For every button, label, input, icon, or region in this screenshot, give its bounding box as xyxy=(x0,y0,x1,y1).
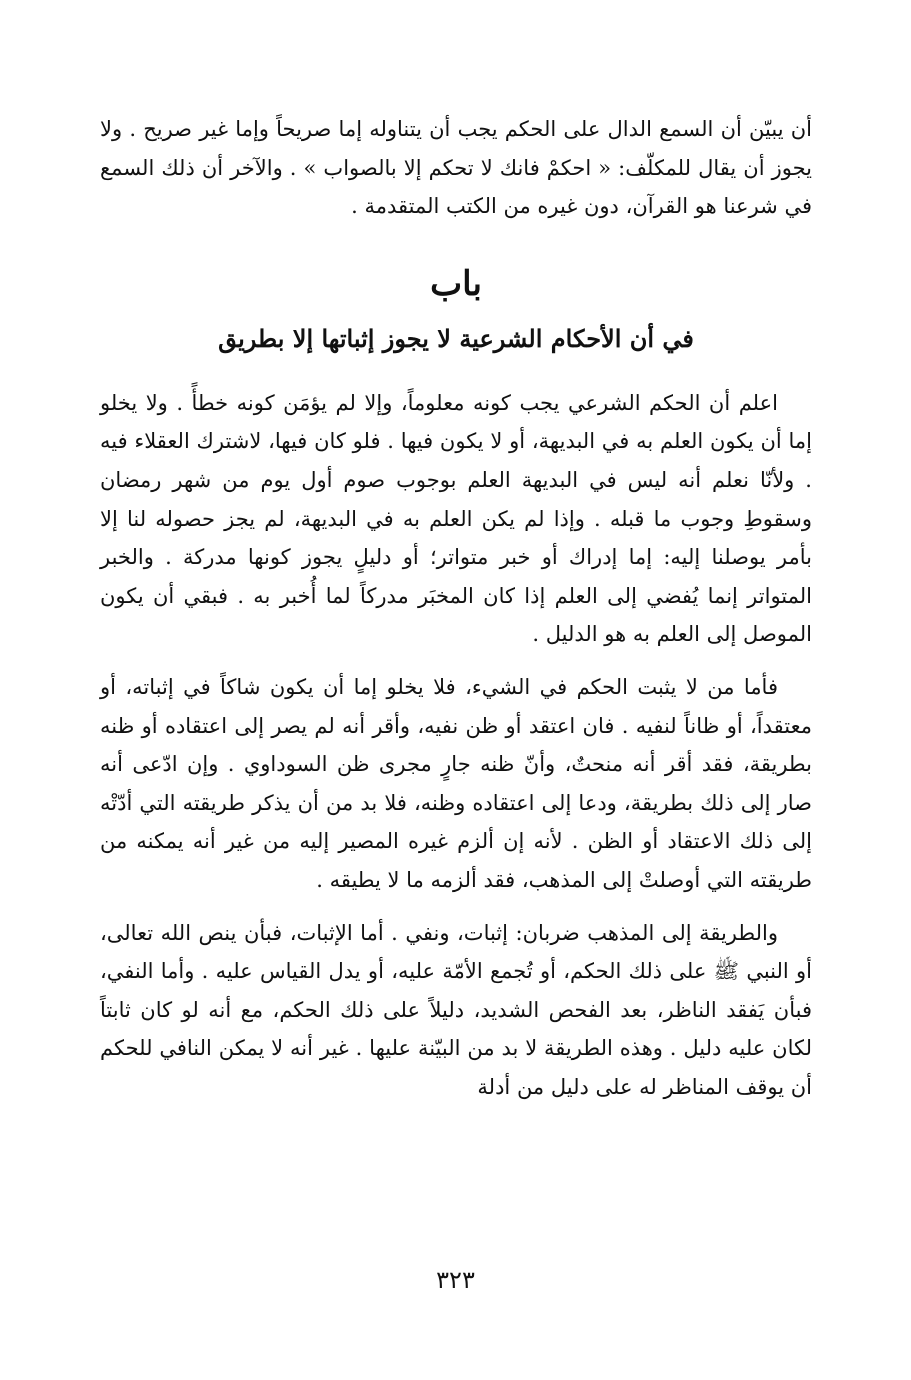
book-page xyxy=(100,110,812,1310)
chapter-title: في أن الأحكام الشرعية لا يجوز إثباتها إلا بطريق xyxy=(218,323,694,353)
paragraph-2: فأما من لا يثبت الحكم في الشيء، فلا يخلو إما أن يكون شاكاً في إثباته، أو معتقداً، أو ظاناً لنفيه . فان اعتقد أو ظن نفيه، وأقر أنه لم يصر إلى اعتقاده أو ظنه بطريقة، فقد أقر أنه منحتٌ، وأنّ ظنه جارٍ مجرى ظن السوداوي . وإن ادّعى أنه صار إلى ذلك بطريقة، ودعا إلى اعتقاده وظنه، فلا بد من أن يذكر طريقته التي أدّتْه إلى ذلك الاعتقاد أو الظن . لأنه إن ألزم غيره المصير إليه من غير أنه يمكنه من طريقته التي أوصلتْ إلى المذهب، فقد ألزمه ما لا يطيقه . xyxy=(100,674,812,892)
paragraph-3: والطريقة إلى المذهب ضربان: إثبات، ونفي . أما الإثبات، فبأن ينص الله تعالى، أو النبي ﷺ على ذلك الحكم، أو تُجمع الأمّة عليه، أو يدل القياس عليه . وأما النفي، فبأن يَفقد الناظر، بعد الفحص الشديد، دليلاً على ذلك الحكم، مع أنه لو كان ثابتاً لكان عليه دليل . وهذه الطريقة لا بد من البيّنة عليها . غير أنه لا يمكن النافي للحكم أن يوقف المناظر له على دليل من أدلة xyxy=(100,920,812,1099)
page-number: ٣٢٣ xyxy=(436,1266,475,1294)
paragraph-1: اعلم أن الحكم الشرعي يجب كونه معلوماً، وإلا لم يؤمَن كونه خطأً . ولا يخلو إما أن يكون العلم به في البديهة، أو لا يكون فيها . فلو كان فيها، لاشترك العقلاء فيه . ولأنّا نعلم أنه ليس في البديهة العلم بوجوب صوم أول يوم من شهر رمضان وسقوطِ وجوب ما قبله . وإذا لم يكن العلم به في البديهة، لم يجز حصوله لنا إلا بأمر يوصلنا إليه: إما إدراك أو خبر متواتر؛ أو دليلٍ يجوز كونها مدركة . والخبر المتواتر إنما يُفضي إلى العلم إذا كان المخبَر مدركاً لما أُخبر به . فبقي أن يكون الموصل إلى العلم به هو الدليل . xyxy=(100,390,812,647)
intro-paragraph: أن يبيّن أن السمع الدال على الحكم يجب أن يتناوله إما صريحاً وإما غير صريح . ولا يجوز أن يقال للمكلّف: « احكمْ فانك لا تحكم إلا بالصواب » . والآخر أن ذلك السمع في شرعنا هو القرآن، دون غيره من الكتب المتقدمة . xyxy=(100,117,812,219)
chapter-heading: باب xyxy=(430,263,482,304)
